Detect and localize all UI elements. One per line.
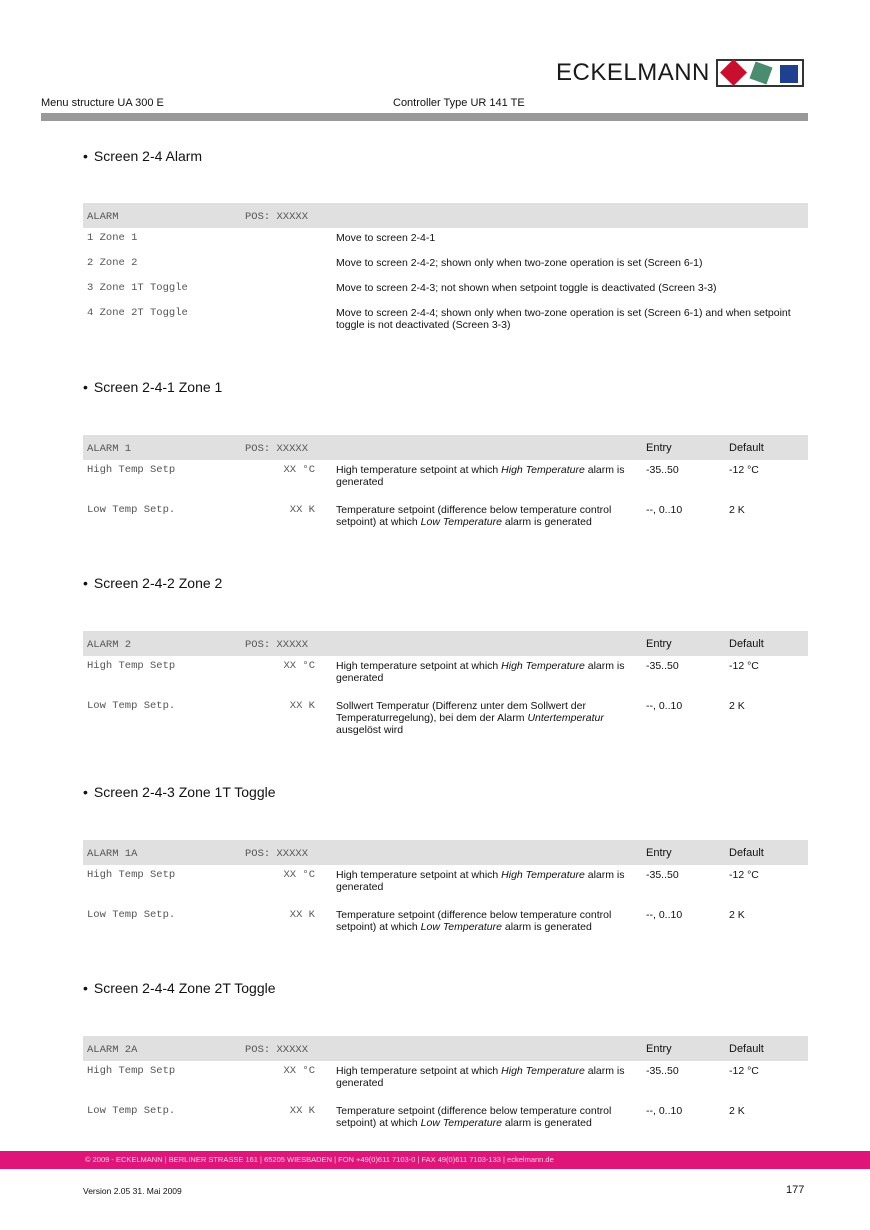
screen-name: ALARM 1A (87, 848, 138, 860)
param-label: High Temp Setp (87, 869, 176, 881)
section-title: • Screen 2-4 Alarm (83, 148, 203, 164)
entry-range: -35..50 (646, 464, 679, 476)
menu-item-label: 3 Zone 1T Toggle (87, 282, 188, 294)
param-label: High Temp Setp (87, 660, 176, 672)
default-value: -12 °C (729, 869, 759, 881)
row-description: High temperature setpoint at which High Temperature alarm is generated (336, 660, 625, 684)
param-value: XX °C (283, 464, 315, 476)
entry-header: Entry (646, 638, 672, 650)
entry-header: Entry (646, 442, 672, 454)
entry-range: -35..50 (646, 1065, 679, 1077)
default-value: 2 K (729, 700, 745, 712)
table-header (83, 631, 808, 656)
header-divider (41, 113, 808, 121)
row-description: Move to screen 2-4-2; shown only when two-zone operation is set (Screen 6-1) (336, 257, 703, 269)
version-info: Version 2.05 31. Mai 2009 (83, 1186, 182, 1196)
menu-table (83, 203, 808, 333)
default-header: Default (729, 1043, 764, 1055)
parameter-table (83, 1036, 808, 1131)
table-header (83, 1036, 808, 1061)
parameter-table (83, 631, 808, 738)
company-logo (556, 58, 804, 88)
table-header (83, 203, 808, 228)
table-row (83, 696, 808, 738)
entry-range: --, 0..10 (646, 909, 683, 921)
screen-name: ALARM 1 (87, 443, 132, 455)
logo-text: ECKELMANN (556, 59, 710, 86)
default-value: 2 K (729, 1105, 745, 1117)
entry-range: -35..50 (646, 869, 679, 881)
menu-item-label: 2 Zone 2 (87, 257, 138, 269)
row-description: Move to screen 2-4-4; shown only when two-zone operation is set (Screen 6-1) and when setpoint toggle is not deactivated (Screen 3-3) (336, 307, 791, 331)
section-title: • Screen 2-4-2 Zone 2 (83, 575, 223, 591)
footer-company-info: © 2009 - ECKELMANN | BERLINER STRASSE 161 | 65205 WIESBADEN | FON +49(0)611 7103-0 | FAX 49(0)611 7103-133 | eckelmann.de (85, 1155, 554, 1164)
table-row (83, 303, 808, 333)
section-title: • Screen 2-4-3 Zone 1T Toggle (83, 784, 276, 800)
entry-range: --, 0..10 (646, 504, 683, 516)
position-code: POS: XXXXX (245, 443, 309, 455)
table-header (83, 840, 808, 865)
param-value: XX °C (283, 1065, 315, 1077)
row-description: Move to screen 2-4-3; not shown when setpoint toggle is deactivated (Screen 3-3) (336, 282, 717, 294)
param-label: Low Temp Setp. (87, 504, 176, 516)
position-code: POS: XXXXX (245, 211, 309, 223)
row-description: High temperature setpoint at which High Temperature alarm is generated (336, 464, 625, 488)
logo-mark-icon (716, 59, 804, 87)
position-code: POS: XXXXX (245, 848, 309, 860)
param-label: Low Temp Setp. (87, 909, 176, 921)
param-value: XX K (289, 1105, 315, 1117)
param-value: XX °C (283, 660, 315, 672)
table-row (83, 656, 808, 696)
row-description: Sollwert Temperatur (Differenz unter dem Sollwert der Temperaturregelung), bei dem der Alarm Untertemperatur ausgelöst wird (336, 700, 604, 736)
table-row (83, 228, 808, 253)
row-description: High temperature setpoint at which High Temperature alarm is generated (336, 869, 625, 893)
header-controller-type: Controller Type UR 141 TE (393, 97, 525, 109)
param-value: XX °C (283, 869, 315, 881)
table-row (83, 278, 808, 303)
section-title: • Screen 2-4-4 Zone 2T Toggle (83, 980, 276, 996)
entry-header: Entry (646, 847, 672, 859)
entry-header: Entry (646, 1043, 672, 1055)
param-value: XX K (289, 700, 315, 712)
default-value: 2 K (729, 909, 745, 921)
param-label: High Temp Setp (87, 464, 176, 476)
menu-item-label: 4 Zone 2T Toggle (87, 307, 188, 319)
row-description: Move to screen 2-4-1 (336, 232, 436, 244)
entry-range: --, 0..10 (646, 1105, 683, 1117)
table-row (83, 905, 808, 935)
table-row (83, 1061, 808, 1101)
param-label: Low Temp Setp. (87, 1105, 176, 1117)
row-description: Temperature setpoint (difference below temperature control setpoint) at which Low Temperature alarm is generated (336, 504, 612, 528)
position-code: POS: XXXXX (245, 639, 309, 651)
row-description: Temperature setpoint (difference below temperature control setpoint) at which Low Temperature alarm is generated (336, 909, 612, 933)
entry-range: -35..50 (646, 660, 679, 672)
param-value: XX K (289, 504, 315, 516)
parameter-table (83, 435, 808, 530)
table-row (83, 500, 808, 530)
default-header: Default (729, 638, 764, 650)
menu-item-label: 1 Zone 1 (87, 232, 138, 244)
default-header: Default (729, 847, 764, 859)
table-row (83, 865, 808, 905)
table-row (83, 253, 808, 278)
table-row (83, 460, 808, 500)
row-description: Temperature setpoint (difference below temperature control setpoint) at which Low Temperature alarm is generated (336, 1105, 612, 1129)
param-label: Low Temp Setp. (87, 700, 176, 712)
default-header: Default (729, 442, 764, 454)
default-value: -12 °C (729, 1065, 759, 1077)
param-value: XX K (289, 909, 315, 921)
footer-bar (0, 1151, 870, 1169)
parameter-table (83, 840, 808, 935)
table-header (83, 435, 808, 460)
header-doc-title: Menu structure UA 300 E (41, 97, 164, 109)
param-label: High Temp Setp (87, 1065, 176, 1077)
position-code: POS: XXXXX (245, 1044, 309, 1056)
default-value: 2 K (729, 504, 745, 516)
screen-name: ALARM 2A (87, 1044, 138, 1056)
page-number: 177 (786, 1184, 805, 1196)
default-value: -12 °C (729, 464, 759, 476)
section-title: • Screen 2-4-1 Zone 1 (83, 379, 223, 395)
row-description: High temperature setpoint at which High Temperature alarm is generated (336, 1065, 625, 1089)
entry-range: --, 0..10 (646, 700, 683, 712)
table-row (83, 1101, 808, 1131)
default-value: -12 °C (729, 660, 759, 672)
screen-name: ALARM (87, 211, 119, 223)
screen-name: ALARM 2 (87, 639, 132, 651)
